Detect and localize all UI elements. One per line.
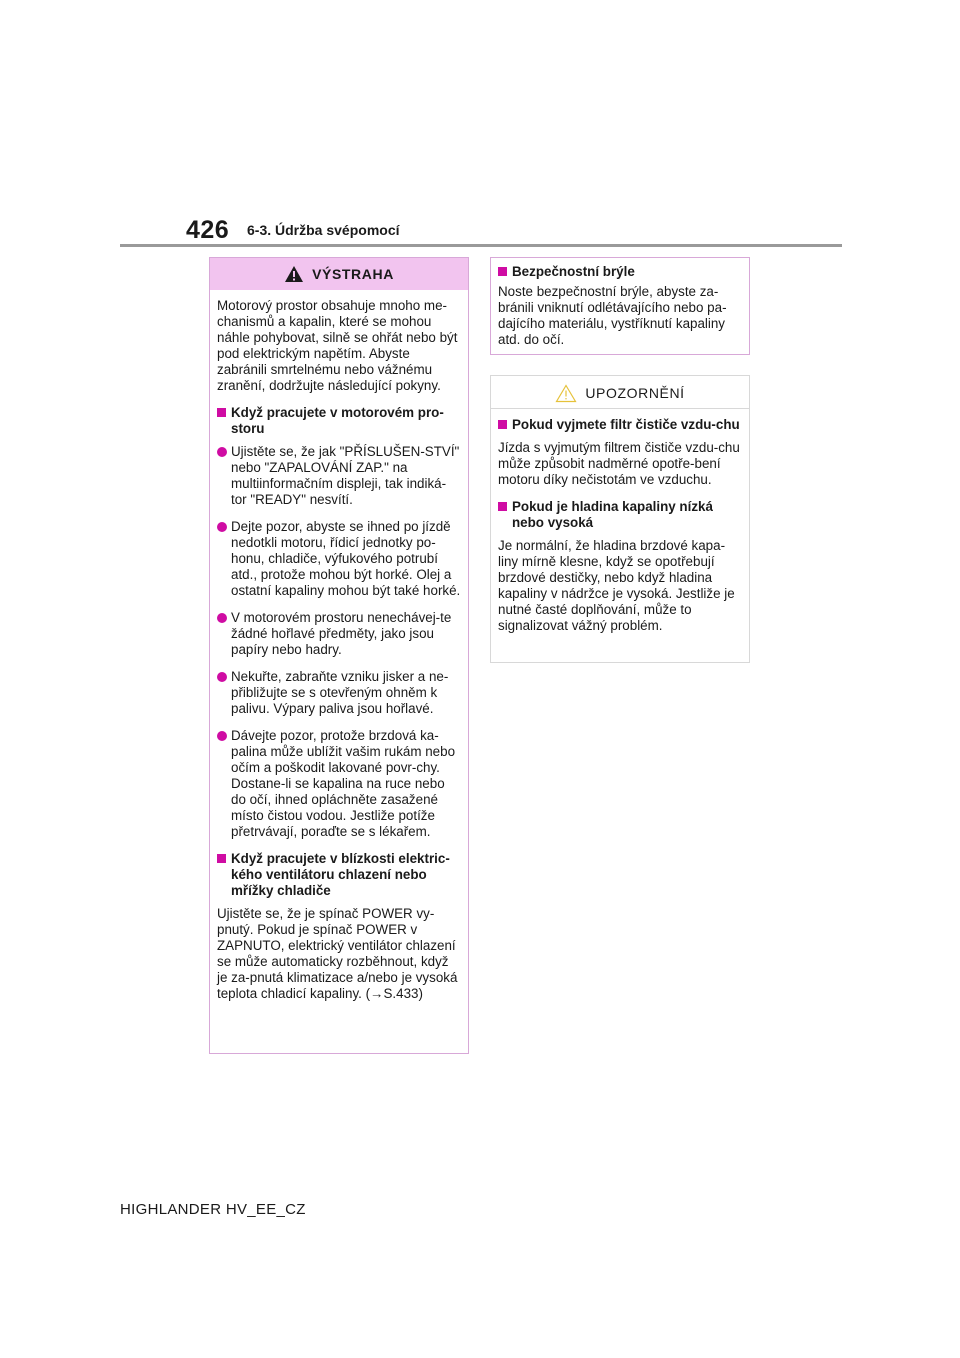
- list-item: [217, 519, 461, 599]
- warning-subheading-fan: [217, 851, 461, 899]
- warning-header: [210, 258, 468, 290]
- square-bullet-icon: [217, 854, 226, 863]
- warning-fan-text: Ujistěte se, že je spínač POWER vy-pnutý. Pokud je spínač POWER v ZAPNUTO, elektrický ventilátor chlazení se může automaticky rozběhnout, když je za-pnutá klimatizace a/nebo je vysoká teplota chladicí kapaliny. (→S.433): [217, 906, 458, 1001]
- goggles-box: [490, 257, 750, 355]
- header-rule: [120, 244, 842, 247]
- notice-title: UPOZORNĚNÍ: [585, 385, 685, 401]
- goggles-heading: [498, 264, 742, 280]
- list-item: [217, 728, 461, 840]
- list-item-text: Dávejte pozor, protože brzdová ka-palina může ublížit vašim rukám nebo očím a poškodit lakované povr-chy. Dostane-li se kapalina na ruce nebo do očí, ihned opláchněte zasažené místo čistou vodou. Jestliže potíže přetrvávají, poraďte se s lékařem.: [231, 728, 456, 839]
- warning-intro: Motorový prostor obsahuje mnoho me-chanismů a kapalin, které se mohou náhle pohybovat, silně se ohřát nebo být pod elektrickým napětím. Abyste zabránili smrtelnému nebo vážnému zranění, dodržujte následující pokyny.: [217, 298, 458, 393]
- round-bullet-icon: [217, 731, 227, 741]
- warning-box: [209, 257, 469, 1054]
- notice-subheading-filter: [498, 417, 742, 433]
- section-title: 6-3. Údržba svépomocí: [247, 222, 400, 238]
- list-item-text: Nekuřte, zabraňte vzniku jisker a ne-přibližujte se s otevřeným ohněm k palivu. Výpary paliva jsou hořlavé.: [231, 669, 449, 716]
- notice-subheading-filter-text: Pokud vyjmete filtr čističe vzdu-chu: [512, 417, 740, 432]
- round-bullet-icon: [217, 672, 227, 682]
- notice-header: [491, 378, 749, 409]
- notice-box: [490, 375, 750, 663]
- notice-content: [491, 409, 749, 634]
- warning-content: [210, 290, 468, 1002]
- notice-fluid-text: Je normální, že hladina brzdové kapa-liny mírně klesne, když se opotřebují brzdové destičky, nebo když hladina kapaliny v nádržce je vysoká. Jestliže je nutné časté doplňování, může to signalizovat vážný problém.: [498, 538, 735, 633]
- warning-subheading-engine-text: Když pracujete v motorovém pro-storu: [231, 405, 444, 436]
- warning-triangle-icon: [284, 265, 304, 283]
- notice-subheading-fluid: [498, 499, 742, 531]
- warning-subheading-fan-text: Když pracujete v blízkosti elektric-kého ventilátoru chlazení nebo mřížky chladiče: [231, 851, 450, 898]
- goggles-heading-text: Bezpečnostní brýle: [512, 264, 635, 279]
- square-bullet-icon: [217, 408, 226, 417]
- square-bullet-icon: [498, 420, 507, 429]
- square-bullet-icon: [498, 267, 507, 276]
- caution-triangle-icon: [555, 384, 577, 403]
- page-number: 426: [186, 216, 230, 244]
- list-item-text: V motorovém prostoru nenechávej-te žádné hořlavé předměty, jako jsou papíry nebo hadry.: [231, 610, 452, 657]
- round-bullet-icon: [217, 613, 227, 623]
- list-item: [217, 610, 461, 658]
- goggles-content: [491, 258, 749, 348]
- list-item-text: Ujistěte se, že jak "PŘÍSLUŠEN-STVÍ" nebo "ZAPALOVÁNÍ ZAP." na multiinformačním displeji, tak indiká-tor "READY" nesvítí.: [231, 444, 460, 507]
- warning-subheading-engine: [217, 405, 461, 437]
- model-footer: HIGHLANDER HV_EE_CZ: [120, 1201, 306, 1218]
- round-bullet-icon: [217, 447, 227, 457]
- notice-subheading-fluid-text: Pokud je hladina kapaliny nízká nebo vysoká: [512, 499, 713, 530]
- warning-title: VÝSTRAHA: [312, 266, 394, 282]
- list-item-text: Dejte pozor, abyste se ihned po jízdě nedotkli motoru, řídicí jednotky po-honu, chladiče, výfukového potrubí atd., protože mohou být horké. Olej a ostatní kapaliny mohou být také horké.: [231, 519, 461, 598]
- list-item: [217, 444, 461, 508]
- goggles-text: Noste bezpečnostní brýle, abyste za-bránili vniknutí odlétávajícího nebo pa-dajícího materiálu, vystříknutí kapaliny atd. do očí.: [498, 284, 727, 347]
- notice-filter-text: Jízda s vyjmutým filtrem čističe vzdu-chu může způsobit nadměrné opotře-bení motoru díky nečistotám ve vzduchu.: [498, 440, 740, 487]
- square-bullet-icon: [498, 502, 507, 511]
- round-bullet-icon: [217, 522, 227, 532]
- list-item: [217, 669, 461, 717]
